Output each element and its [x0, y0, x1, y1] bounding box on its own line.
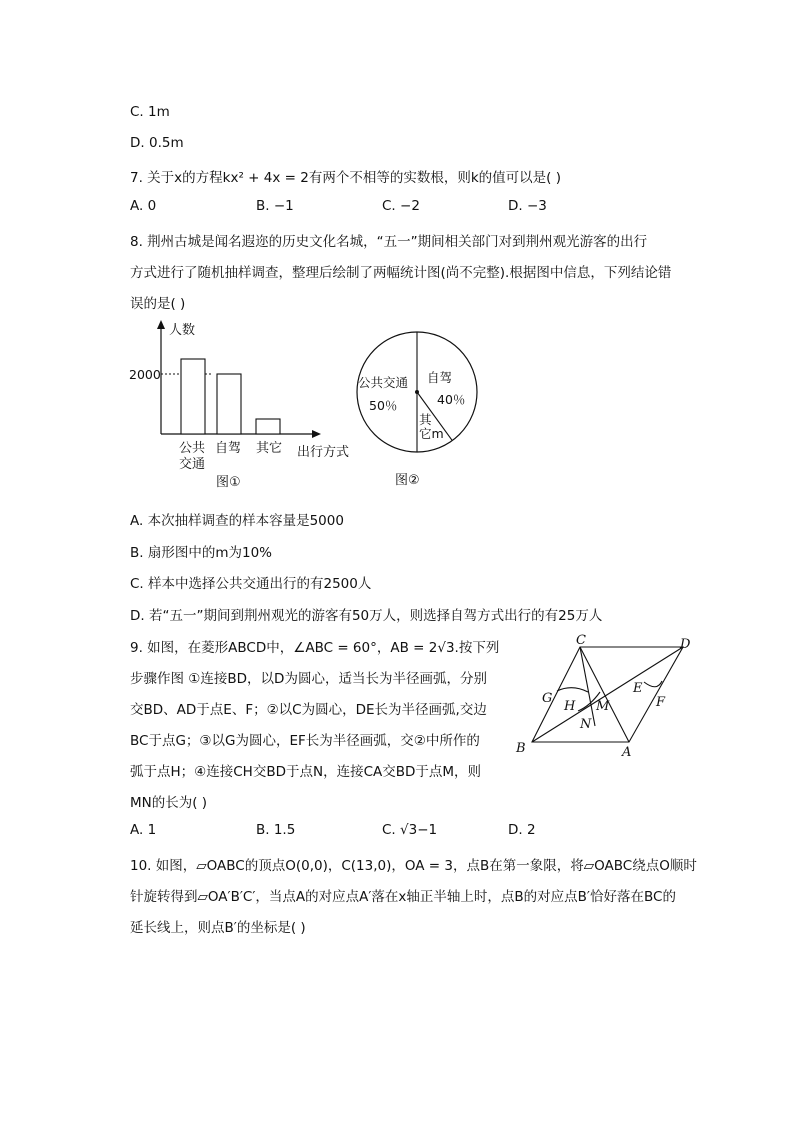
q9-option-b: B. 1.5	[256, 822, 296, 838]
label-b: B	[516, 741, 526, 756]
x-cat-3: 其它	[256, 441, 283, 456]
q8-option-c: C. 样本中选择公共交通出行的有2500人	[130, 576, 372, 592]
arc-ef	[644, 681, 662, 687]
pie-chart-caption: 图②	[395, 473, 420, 488]
label-g: G	[542, 691, 553, 706]
q10-stem-line1: 10. 如图，▱OABC的顶点O(0,0)，C(13,0)，OA = 3，点B在第一象限，将▱OABC绕点O顺时	[130, 858, 697, 874]
x-cat-1b: 交通	[179, 457, 206, 472]
label-n: N	[580, 717, 592, 732]
q8-stem-line2: 方式进行了随机抽样调查，整理后绘制了两幅统计图(尚不完整).根据图中信息，下列结论错	[130, 265, 672, 281]
bar-2	[217, 374, 241, 434]
pie-center	[415, 390, 419, 394]
q7-option-c: C. −2	[382, 198, 420, 214]
q8-option-d: D. 若“五一”期间到荆州观光的游客有50万人，则选择自驾方式出行的有25万人	[130, 608, 603, 624]
bar-chart	[125, 318, 360, 493]
slice-pct-drive: 40％	[437, 392, 466, 407]
segment-ch	[580, 647, 595, 726]
q9-option-a: A. 1	[130, 822, 157, 838]
label-h: H	[564, 699, 576, 714]
label-c: C	[576, 634, 586, 648]
q9-stem-line3: 交BD、AD于点E、F；②以C为圆心，DE长为半径画弧,交边	[130, 702, 487, 718]
bar-3	[256, 419, 280, 434]
q9-stem-line6: MN的长为( )	[130, 795, 208, 811]
q10-stem-line2: 针旋转得到▱OA′B′C′，当点A的对应点A′落在x轴正半轴上时，点B的对应点B′恰好落在BC的	[130, 889, 676, 905]
rhombus-figure	[510, 634, 700, 762]
q8-option-b: B. 扇形图中的m为10%	[130, 545, 273, 561]
slice-label-public: 公共交通	[358, 375, 409, 390]
q7-option-a: A. 0	[130, 198, 157, 214]
q9-option-d: D. 2	[508, 822, 536, 838]
x-axis-arrow	[312, 430, 321, 438]
slice-label-drive: 自驾	[427, 370, 453, 385]
y-axis-arrow	[157, 320, 165, 329]
q8-stem-line3: 误的是( )	[130, 296, 186, 312]
label-e: E	[633, 681, 643, 696]
bar-1	[181, 359, 205, 434]
x-cat-2: 自驾	[215, 441, 242, 456]
bar-chart-caption: 图①	[216, 475, 241, 490]
label-a: A	[622, 745, 632, 760]
q6-option-c: C. 1m	[130, 104, 170, 120]
q7-option-b: B. −1	[256, 198, 294, 214]
q6-option-d: D. 0.5m	[130, 135, 184, 151]
q8-option-a: A. 本次抽样调查的样本容量是5000	[130, 513, 344, 529]
q9-option-c: C. √3−1	[382, 822, 438, 838]
q9-stem-line4: BC于点G；③以G为圆心，EF长为半径画弧，交②中所作的	[130, 733, 480, 749]
q9-stem-line2: 步骤作图 ①连接BD，以D为圆心，适当长为半径画弧，分别	[130, 671, 487, 687]
x-axis-label: 出行方式	[297, 445, 350, 460]
q7-option-d: D. −3	[508, 198, 547, 214]
slice-pct-public: 50％	[369, 398, 398, 413]
label-f: F	[656, 695, 666, 710]
x-cat-1a: 公共	[179, 441, 206, 456]
q10-stem-line3: 延长线上，则点B′的坐标是( )	[130, 920, 306, 936]
q7-stem: 7. 关于x的方程kx² + 4x = 2有两个不相等的实数根，则k的值可以是( )	[130, 170, 561, 186]
y-tick-2000: 2000	[129, 367, 161, 382]
slice-label-other-2: 它m	[419, 426, 444, 441]
q9-stem-line1: 9. 如图，在菱形ABCD中，∠ABC = 60°，AB = 2√3.按下列	[130, 640, 500, 656]
y-axis-label: 人数	[169, 323, 196, 338]
q9-stem-line5: 弧于点H；④连接CH交BD于点N，连接CA交BD于点M，则	[130, 764, 482, 780]
pie-chart	[355, 330, 480, 495]
label-d: D	[680, 637, 691, 652]
label-m: M	[596, 699, 610, 714]
slice-label-other-1: 其	[419, 412, 432, 427]
arc-gh	[557, 688, 588, 692]
q8-stem-line1: 8. 荆州古城是闻名遐迩的历史文化名城，“五一”期间相关部门对到荆州观光游客的出行	[130, 234, 648, 250]
